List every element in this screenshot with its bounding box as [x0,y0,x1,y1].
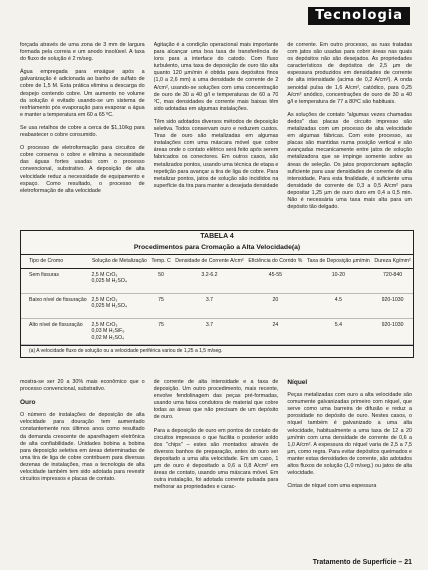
table-cell: 75 [149,318,173,345]
page-footer: Tratamento de Superfície – 21 [312,559,412,566]
lower-text-columns [20,379,412,551]
table-header: Temp. C [149,255,173,268]
paragraph: de corrente. Em outro processo, as ruas tratadas com jatos são usadas para cobrir áreas nas quais os depósitos não são desejados. As propriedades característicos de depósitos de 2,5 µm de espessura produzidos em densidades de corrente de alta intensidade (acima de 0,2 A/cm²). A onda senoidal pulsa de 1,6 A/cm², catódico, para 0,25 A/cm² anódico, concentrações de ouro de 30 a 40 g/l e temperatura de 77 a 80ºC são habituais. [287,42,413,105]
table-cell: Alto nível de fissuração [21,318,89,345]
table-cell: 4.5 [305,293,372,318]
section-heading-ouro: Ouro [20,399,36,407]
table-header: Densidade de Corrente A/cm² [173,255,246,268]
table-cell: 5.4 [305,318,372,345]
table-row [21,318,413,345]
table-header: Solução de Metalização [89,255,149,268]
table-cell: 75 [149,293,173,318]
table-cell: 2,5 M CrO₃ 0,025 M H₂SO₄ [89,293,149,318]
table-cell: 2,5 M CrO₃ 0,025 M H₂SO₄ [89,268,149,293]
table-title: TABELA 4 [200,233,234,240]
table-row [21,268,413,293]
table-header: Eficiência do Corrido % [246,255,305,268]
table-footnote: (a) A velocidade fluxo de solução ou a velocidade periférica variou de 1,25 a 1,5 m/seg. [21,345,413,357]
section-badge: Tecnologia [308,7,410,25]
table-cell: 920-1030 [372,293,413,318]
paragraph: As soluções de contato "algumas vezes chamadas dedos" das placas de circuito impresso são metalizadas com um processo de alta velocidade em algumas fábricas. Com este processo, as placas são mantidas numa posição vertical e são avançadas mecanicamente entre jatos de solução metalizadora que se impinge somente sobre as áreas de seleção. Os jatos proporcionam agitação suficiente para usar densidades de corrente de alta intensidade. Para esta finalidade, é suficiente uma densidade de corrente de 0,3 a 0,5 A/cm² para depositar 1,25 µm de ouro duro em 0,4 a 0,5 min. Não é necessária uma taxa mais alta para um depósito tão delgado. [287,111,413,211]
table-subtitle: Procedimentos para Cromação a Alta Velocidade(a) [21,240,413,255]
lower-column-1 [20,379,145,551]
paragraph: forçada através de uma zona de 3 mm de largura formada pela correia e um anodo insolúvel. A taxa do fluxo de solução é 2 m/seg. [20,42,145,63]
table-cell: 2,5 M CrO₃ 0,03 M H₂SiF₆ 0,02 M H₂SO₄ [89,318,149,345]
paragraph: Água empregada para enxágue após a galvanização é adicionada ao banho de sulfato de cobre de 1,5 M. Esta prática elimina a descarga do despejo contendo cobre. Um aumento no volume da solução é evitado usando-se um sistema de resfriamento pós evaporação para evaporar a água e manter a temperatura em 60 a 65 ºC. [20,69,145,118]
paragraph: Se usa retalhos de cobre a cerca de $1,10/kg para reabastecer o cobre consumido. [20,124,145,139]
paragraph: mostra-se ser 20 a 30% mais econômico que o processo convencional, substrativo. [20,379,145,393]
paragraph: de corrente de alta intensidade e a taxa de deposição. Um outro procedimento, mais recente, envolve fendolinagem das peças pré-formadas, usando uma faixa condutora de material que cobre todas as áreas que não precisam de um depósito de ouro. [153,379,279,421]
table-cell: 24 [246,318,305,345]
table-cell: 3.7 [173,318,246,345]
paragraph: Têm sido adotados diversos métodos de deposição seletiva. Todos conservam ouro e reduzem custos. Tiras de ouro são metalizadas em algumas instalações com uma máscara móvel que cobre áreas onde o contato elétrico será feito após serem fabricados os conectores. Em outros casos, são metalizados pontos, usando uma técnica de etapa e repetição para avançar a tira de liga de cobre. Para metalizar pontos, jatos de solução são incididos na superfície da tira para manter a desejada densidade [153,118,279,189]
table-cell: 3.7 [173,293,246,318]
table-cell: Sem fissuras [21,268,89,293]
upper-text-columns [20,42,412,225]
table-header: Taxa de Deposição µm/min [305,255,372,268]
table-row [21,293,413,318]
upper-column-3 [287,42,412,225]
paragraph: Cintas de níquel com uma espessura [287,483,377,490]
table-cell: 3.2-6.2 [173,268,246,293]
paragraph: Para a deposição de ouro em pontos de contato de circuitos impressos o que facilita o posterior soldo dos "chips" – estes são montados através de diversos banhos de preparação, antes do ouro ser depositado a uma alta velocidade. Em um caso, 1 µm de ouro é depositado a 0,6 a 0,8 A/cm² em áreas de contato, usando uma máscara móvel. Em outra instalação, foi adotada corrente pulsada para melhorar as propriedades e carac- [153,427,279,491]
table-cell: 10-20 [305,268,372,293]
table-cell: 920-1030 [372,318,413,345]
lower-column-3 [287,379,412,551]
lower-column-2 [154,379,279,551]
paragraph: Agitação é a condição operacional mais importante para alcançar uma boa taxa de transferência de íons para a interface do catodo. Com fluxo turbulento, uma taxa de deposição de ouro tão alta quanto 120 µm/min é obtida para depósitos finos (1,0 a 2,6 mm) a uma densidade de corrente de 2 A/cm², usando-se soluções com uma concentração de ouro de 30 a 40 g/l e temperaturas de 60 a 70 ºC, mas densidades de corrente mais baixas têm sido adotadas em algumas instalações. [153,42,279,112]
table-4 [20,230,414,358]
table-cell: 720-840 [372,268,413,293]
table-cell: 20 [246,293,305,318]
upper-column-2 [154,42,279,225]
table-header: Tipo de Cromo [21,255,89,268]
table-cell: Baixo nível de fissuração [21,293,89,318]
paragraph: O número de instalações de deposição de alta velocidade para douração tem aumentado constantemente nos últimos anos como resultado da demanda crescente de aparelhagem eletrônica de alta confiabilidade. Unidades bobina a bobina para deposição seletiva em áreas determinadas de uma tira de liga de cobre contribuem para diversas dezenas de instalações, mas a tecnologia de alta velocidade também tem sido adotada para revestir circuitos impressos e placas de contato. [20,412,145,483]
chromium-table [21,255,413,345]
upper-column-1 [20,42,145,225]
paragraph: Peças metalizadas com ouro a alta velocidade são comumente galvanizadas primeiro com níquel, que serve como uma barreira de difusão e reduz a porosidade no depósito de ouro. Nestes casos, o níquel também é galvanizado a uma alta velocidade, habitualmente a uma taxa de 12 a 20 µm/min com uma densidade de corrente de 0,6 a 1,0 A/cm². A espessura do níquel varia de 2,5 a 7,5 µm, como regra. Para evitar depósitos queimados e manter estas densidades de corrente, são adotados altos fluxos de solução (1,0 m/seg.) ou jatos de alta velocidade. [287,392,413,477]
table-cell: 50 [149,268,173,293]
table-cell: 45-55 [246,268,305,293]
section-heading-niquel: Níquel [287,379,308,386]
table-header: Dureza Kg/mm² [372,255,413,268]
paragraph: O processo de eletroformação para circuitos de cobre conserva o cobre e elimina a necessidade das águas fortes usadas com o processo convencional, substrativo. A deposição de alta velocidade reduz a necessidade de equipamento e espaço. Como resultado, o processo de eletroformação de alta velocidade [20,145,145,194]
